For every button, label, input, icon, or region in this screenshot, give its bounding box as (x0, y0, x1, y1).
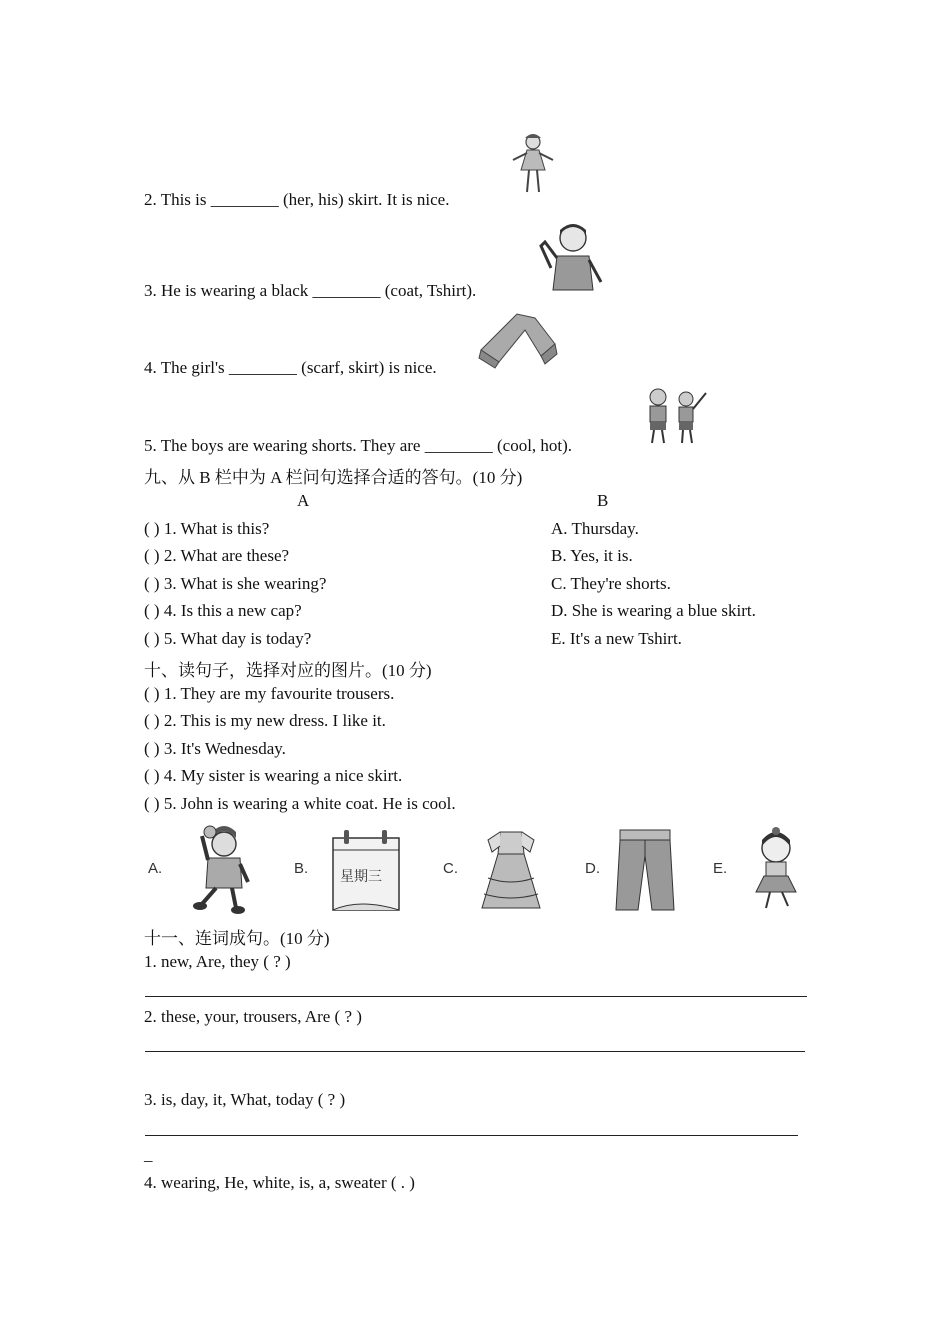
answer-line-2[interactable] (145, 1051, 805, 1052)
part9-answer-c: C. They're shorts. (551, 574, 671, 593)
calendar-weekday-text: 星期三 (340, 869, 382, 885)
part11-title: 十一、连词成句。(10 分) (144, 929, 330, 948)
part11-question-1: 1. new, Are, they ( ? ) (144, 952, 291, 971)
answer-line-3-tail: _ (144, 1145, 153, 1164)
answer-line-1[interactable] (145, 996, 807, 997)
part9-title: 九、从 B 栏中为 A 栏问句选择合适的答句。(10 分) (144, 468, 523, 487)
picture-label-d: D. (585, 860, 600, 877)
trousers-picture (612, 826, 678, 914)
girl-skirt-picture (505, 128, 560, 200)
girl-skirt-option-picture (746, 826, 808, 912)
boy-tshirt-picture (537, 220, 605, 292)
picture-label-c: C. (443, 860, 458, 877)
part10-title: 十、读句子，选择对应的图片。(10 分) (144, 661, 432, 680)
scarf-picture (477, 310, 559, 370)
part10-item-3: ( ) 3. It's Wednesday. (144, 739, 286, 758)
boys-shorts-picture (640, 385, 710, 447)
part11-question-3: 3. is, day, it, What, today ( ? ) (144, 1090, 346, 1109)
part10-item-4: ( ) 4. My sister is wearing a nice skirt. (144, 766, 403, 785)
part11-question-2: 2. these, your, trousers, Are ( ? ) (144, 1007, 362, 1026)
part9-question-2: ( ) 2. What are these? (144, 546, 290, 565)
part9-question-5: ( ) 5. What day is today? (144, 629, 312, 648)
part8-question-5: 5. The boys are wearing shorts. They are ________ (cool, hot). (144, 436, 573, 455)
part9-question-4: ( ) 4. Is this a new cap? (144, 601, 302, 620)
part10-item-5: ( ) 5. John is wearing a white coat. He is cool. (144, 794, 456, 813)
picture-label-a: A. (148, 860, 163, 877)
part9-question-3: ( ) 3. What is she wearing? (144, 574, 327, 593)
part9-answer-d: D. She is wearing a blue skirt. (551, 601, 756, 620)
answer-line-3[interactable] (145, 1135, 798, 1136)
part9-answer-a: A. Thursday. (551, 519, 639, 538)
part9-answer-e: E. It's a new Tshirt. (551, 629, 682, 648)
boy-coat-picture (180, 824, 258, 914)
part10-item-1: ( ) 1. They are my favourite trousers. (144, 684, 395, 703)
part9-column-a-header: A (297, 491, 310, 510)
part10-item-2: ( ) 2. This is my new dress. I like it. (144, 711, 386, 730)
part9-column-b-header: B (597, 491, 609, 510)
part8-question-2: 2. This is ________ (her, his) skirt. It is nice. (144, 190, 450, 209)
part8-question-4: 4. The girl's ________ (scarf, skirt) is nice. (144, 358, 437, 377)
picture-label-b: B. (294, 860, 309, 877)
dress-picture (478, 828, 544, 914)
part9-question-1: ( ) 1. What is this? (144, 519, 270, 538)
part11-question-4: 4. wearing, He, white, is, a, sweater ( . ) (144, 1173, 415, 1192)
part8-question-3: 3. He is wearing a black ________ (coat, Tshirt). (144, 281, 477, 300)
part9-answer-b: B. Yes, it is. (551, 546, 633, 565)
picture-label-e: E. (713, 860, 728, 877)
